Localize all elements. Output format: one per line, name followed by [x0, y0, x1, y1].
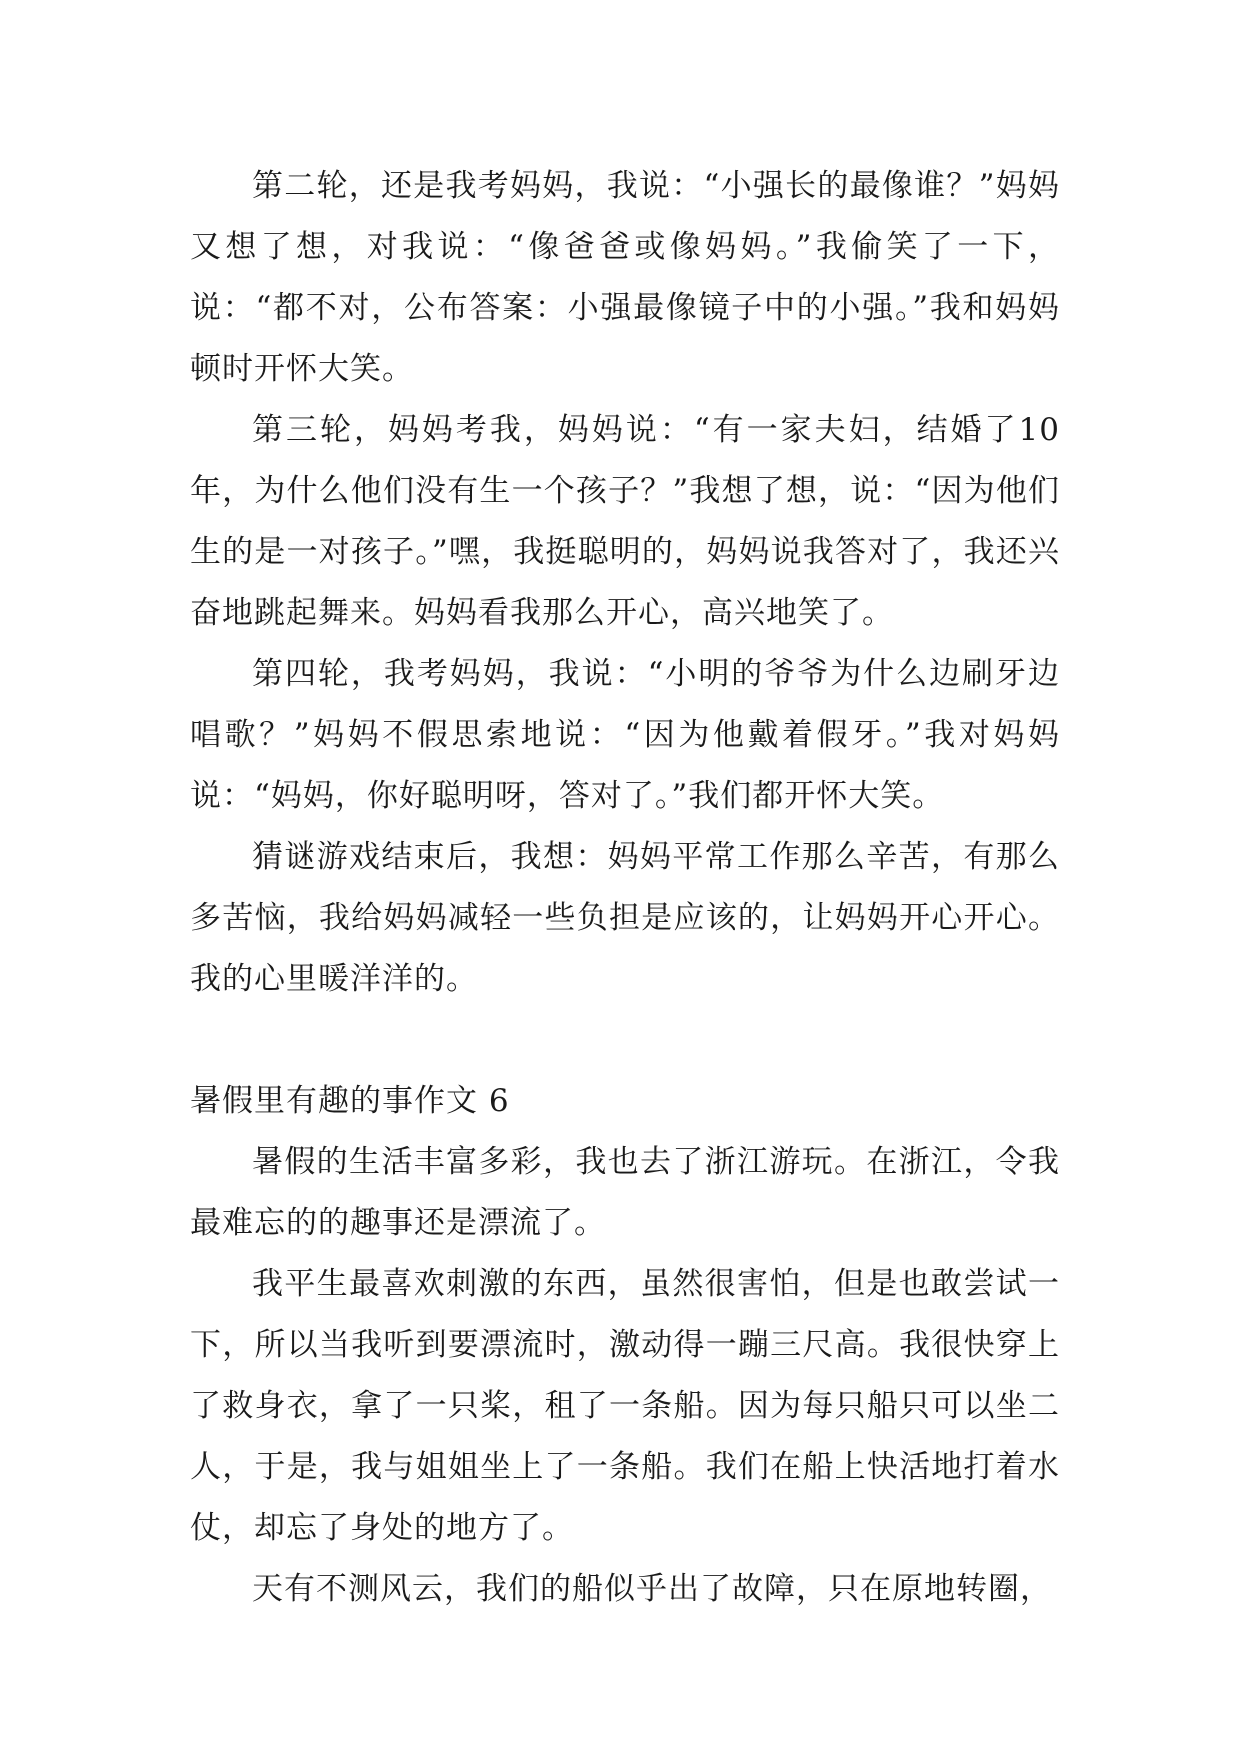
section-title: 暑假里有趣的事作文 6 [190, 1083, 510, 1119]
paragraph-round-two: 第二轮，还是我考妈妈，我说：“小强长的最像谁？”妈妈又想了想，对我说：“像爸爸或像妈妈。”我偷笑了一下，说：“都不对，公布答案：小强最像镜子中的小强。”我和妈妈顿时开怀大笑。 [190, 168, 1060, 387]
section-spacer [190, 1010, 1060, 1071]
paragraph-rafting-start: 我平生最喜欢刺激的东西，虽然很害怕，但是也敢尝试一下，所以当我听到要漂流时，激动得一蹦三尺高。我很快穿上了救身衣，拿了一只桨，租了一条船。因为每只船只可以坐二人，于是，我与姐姐坐上了一条船。我们在船上快活地打着水仗，却忘了身处的地方了。 [190, 1266, 1060, 1546]
document-body [190, 156, 1060, 1620]
paragraph-round-four: 第四轮，我考妈妈，我说：“小明的爷爷为什么边刷牙边唱歌？”妈妈不假思索地说：“因为他戴着假牙。”我对妈妈说：“妈妈，你好聪明呀，答对了。”我们都开怀大笑。 [190, 656, 1060, 814]
paragraph-intro: 暑假的生活丰富多彩，我也去了浙江游玩。在浙江，令我最难忘的的趣事还是漂流了。 [190, 1144, 1060, 1241]
paragraph-round-three: 第三轮，妈妈考我，妈妈说：“有一家夫妇，结婚了10年，为什么他们没有生一个孩子？”我想了想，说：“因为他们生的是一对孩子。”嘿，我挺聪明的，妈妈说我答对了，我还兴奋地跳起舞来。妈妈看我那么开心，高兴地笑了。 [190, 412, 1060, 631]
paragraph-conclusion: 猜谜游戏结束后，我想：妈妈平常工作那么辛苦，有那么多苦恼，我给妈妈减轻一些负担是应该的，让妈妈开心开心。我的心里暖洋洋的。 [190, 839, 1060, 997]
paragraph-rafting-trouble: 天有不测风云，我们的船似乎出了故障，只在原地转圈， [252, 1571, 1052, 1607]
